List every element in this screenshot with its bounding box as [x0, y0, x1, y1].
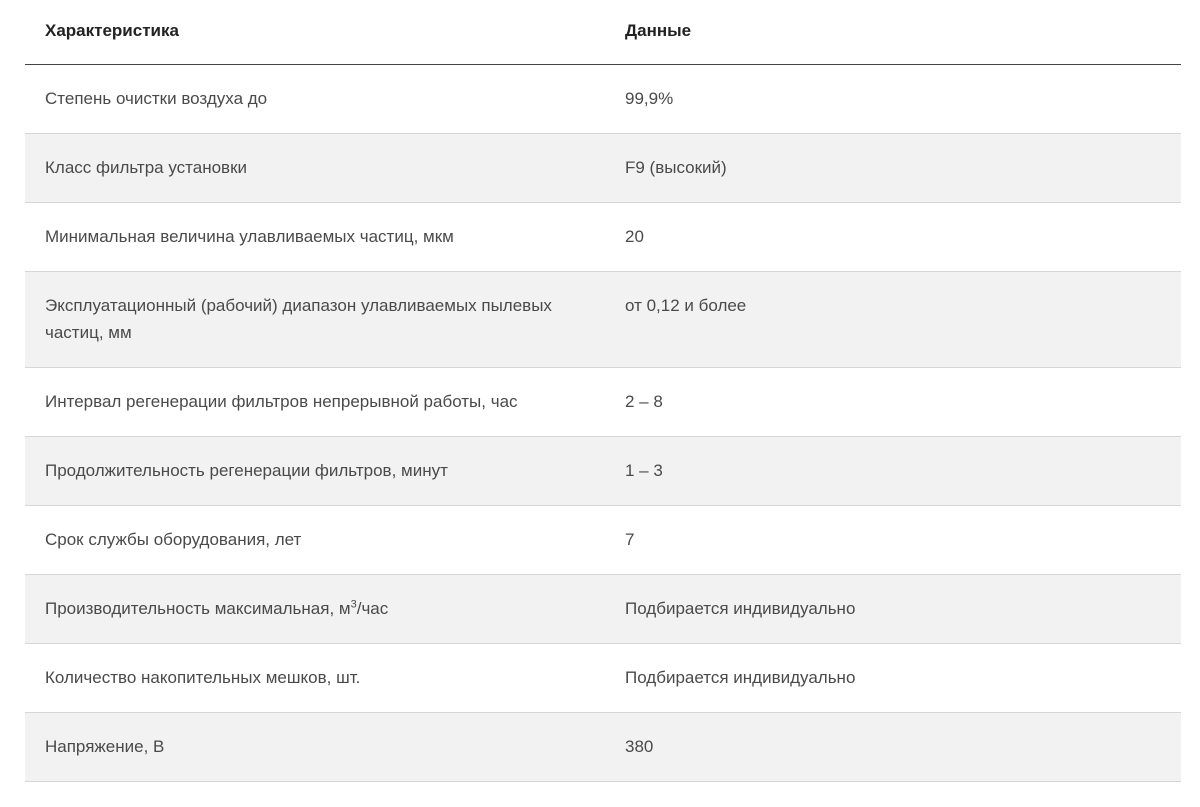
table-row — [25, 436, 1181, 505]
row-characteristic: Класс фильтра установки — [25, 133, 605, 202]
table-row — [25, 574, 1181, 643]
row-characteristic: Интервал регенерации фильтров непрерывной работы, час — [25, 367, 605, 436]
table-row — [25, 271, 1181, 367]
header-row — [25, 0, 1181, 64]
row-characteristic: Минимальная величина улавливаемых частиц, мкм — [25, 202, 605, 271]
row-value: 1 – 3 — [605, 436, 1181, 505]
specifications-table — [25, 0, 1181, 782]
characteristic-superscript: 3 — [350, 597, 357, 610]
row-characteristic: Напряжение, В — [25, 712, 605, 781]
row-value: 7 — [605, 505, 1181, 574]
table-row — [25, 367, 1181, 436]
row-characteristic: Срок службы оборудования, лет — [25, 505, 605, 574]
characteristic-suffix: /час — [356, 598, 389, 618]
row-value: F9 (высокий) — [605, 133, 1181, 202]
table-header — [25, 0, 1181, 64]
row-value: от 0,12 и более — [605, 271, 1181, 367]
table-row — [25, 643, 1181, 712]
table-row — [25, 505, 1181, 574]
row-characteristic: Степень очистки воздуха до — [25, 64, 605, 133]
row-characteristic — [25, 574, 605, 643]
table-row — [25, 133, 1181, 202]
row-value: 380 — [605, 712, 1181, 781]
row-value: 20 — [605, 202, 1181, 271]
row-value: Подбирается индивидуально — [605, 643, 1181, 712]
row-value: 99,9% — [605, 64, 1181, 133]
row-value: Подбирается индивидуально — [605, 574, 1181, 643]
characteristic-prefix: Производительность максимальная, м — [45, 598, 351, 618]
row-value: 2 – 8 — [605, 367, 1181, 436]
row-characteristic: Количество накопительных мешков, шт. — [25, 643, 605, 712]
header-characteristic: Характеристика — [25, 0, 605, 64]
table-body — [25, 64, 1181, 781]
table-row — [25, 712, 1181, 781]
header-value: Данные — [605, 0, 1181, 64]
table-row — [25, 202, 1181, 271]
table-row — [25, 64, 1181, 133]
row-characteristic: Продолжительность регенерации фильтров, минут — [25, 436, 605, 505]
row-characteristic: Эксплуатационный (рабочий) диапазон улавливаемых пылевых частиц, мм — [25, 271, 605, 367]
